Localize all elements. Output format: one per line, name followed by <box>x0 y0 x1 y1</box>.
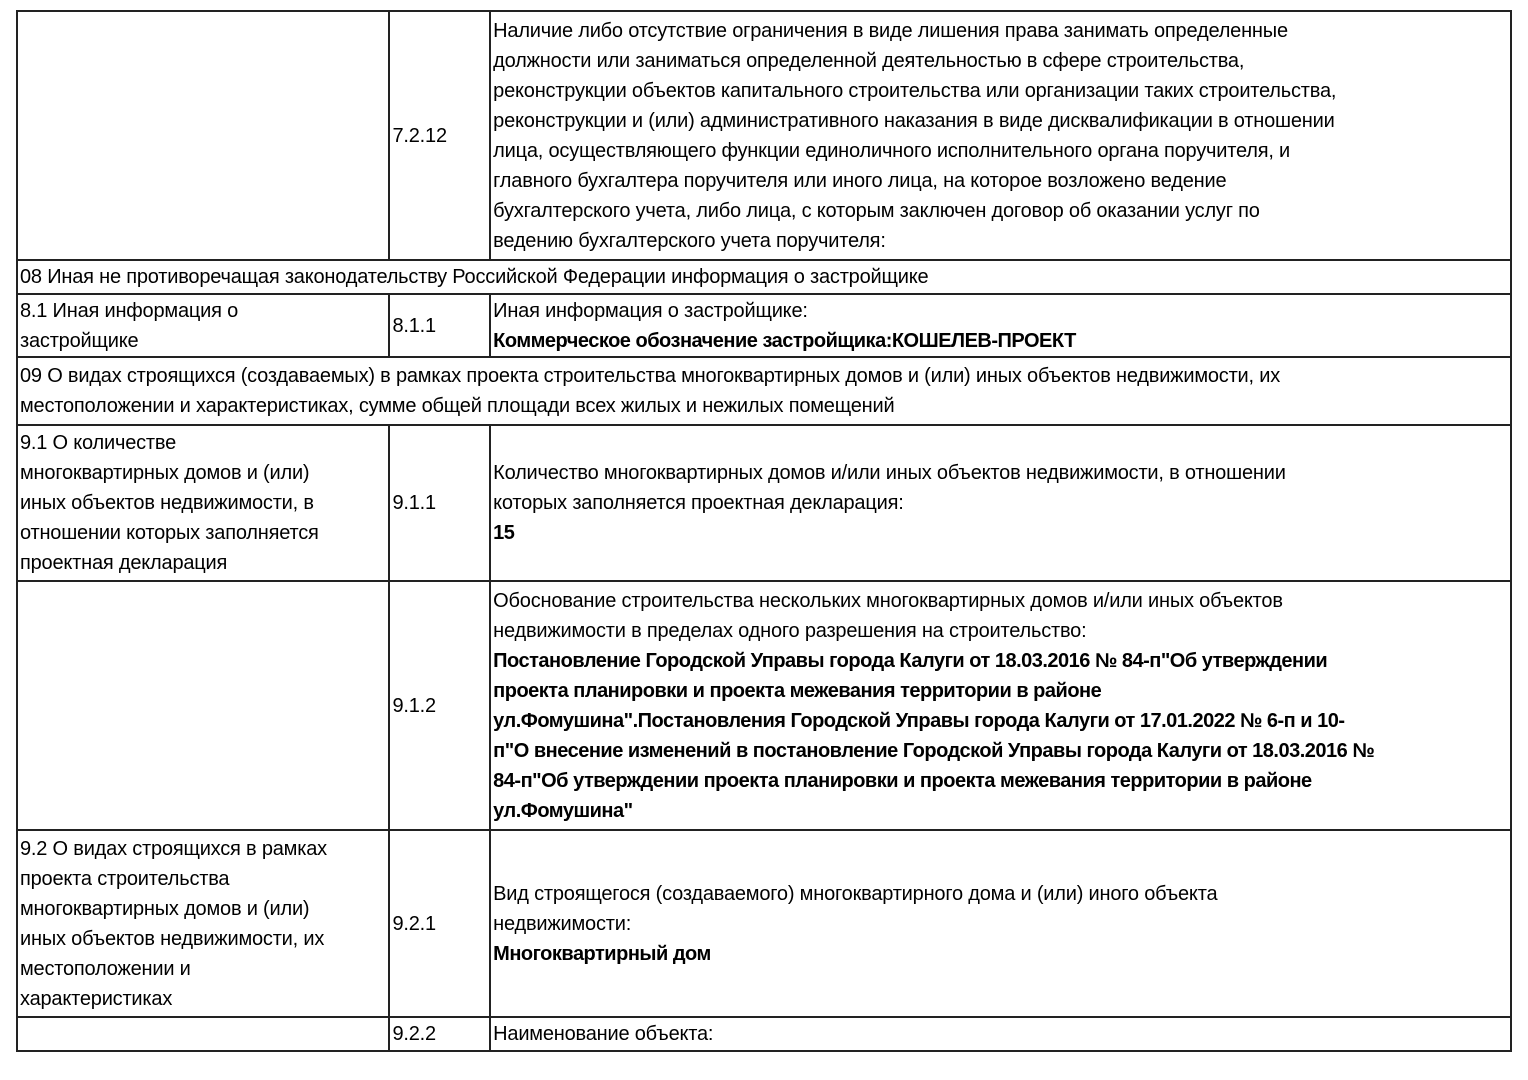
section-title-line: местоположении и характеристиках, сумме общей площади всех жилых и нежилых помещений <box>20 395 895 417</box>
item-value-line: Многоквартирный дом <box>493 942 711 965</box>
item-label-line: застройщике <box>20 329 139 352</box>
item-text-line: недвижимости в пределах одного разрешения на строительство: <box>493 619 1087 642</box>
item-value-line: Постановление Городской Управы города Калуги от 18.03.2016 № 84-п"Об утверждении <box>493 649 1328 672</box>
section-title <box>17 260 1511 294</box>
item-label-line: проектная декларация <box>20 552 228 574</box>
item-text-line: реконструкции и (или) административного наказания в виде дисквалификации в отношении <box>493 109 1335 132</box>
item-value-line: ул.Фомушина" <box>493 799 633 822</box>
item-value-line: проекта планировки и проекта межевания территории в районе <box>493 679 1102 702</box>
table-row <box>17 425 1511 581</box>
item-text-cell <box>490 581 1511 830</box>
item-text-line: ведению бухгалтерского учета поручителя: <box>493 229 886 252</box>
item-text-cell <box>490 425 1511 581</box>
item-code: 8.1.1 <box>389 294 490 357</box>
item-label-cell <box>17 425 389 581</box>
item-code: 9.1.2 <box>389 581 490 830</box>
section-row <box>17 260 1511 294</box>
item-code: 9.2.1 <box>389 830 490 1017</box>
table-row <box>17 1017 1511 1051</box>
item-text-line: которых заполняется проектная декларация: <box>493 492 904 514</box>
item-value-line: ул.Фомушина".Постановления Городской Управы города Калуги от 17.01.2022 № 6-п и 10- <box>493 709 1345 732</box>
item-label-cell <box>17 294 389 357</box>
declaration-table <box>16 10 1512 1052</box>
item-text-line: Иная информация о застройщике: <box>493 299 808 322</box>
item-code: 9.2.2 <box>389 1017 490 1051</box>
table-row <box>17 294 1511 357</box>
item-value-line: 84-п"Об утверждении проекта планировки и проекта межевания территории в районе <box>493 769 1312 792</box>
item-text-line: Наличие либо отсутствие ограничения в виде лишения права занимать определенные <box>493 19 1288 42</box>
item-text-line: лица, осуществляющего функции единоличного исполнительного органа поручителя, и <box>493 139 1291 162</box>
item-text-line: Наименование объекта: <box>493 1023 714 1045</box>
item-text-line: Обоснование строительства нескольких многоквартирных домов и/или иных объектов <box>493 589 1283 612</box>
table-row <box>17 11 1511 260</box>
item-text-line: бухгалтерского учета, либо лица, с которым заключен договор об оказании услуг по <box>493 199 1260 222</box>
item-label-line: 9.2 О видах строящихся в рамках <box>20 837 327 860</box>
item-label-cell <box>17 1017 389 1051</box>
item-text-line: главного бухгалтера поручителя или иного лица, на которое возложено ведение <box>493 169 1227 192</box>
item-label-line: многоквартирных домов и (или) <box>20 897 310 920</box>
item-value-line: Коммерческое обозначение застройщика:КОШЕЛЕВ-ПРОЕКТ <box>493 329 1076 352</box>
item-text-cell <box>490 294 1511 357</box>
section-title-line: 08 Иная не противоречащая законодательству Российской Федерации информация о застройщике <box>20 266 929 288</box>
table-body <box>17 11 1511 1051</box>
section-title <box>17 357 1511 425</box>
item-label-line: иных объектов недвижимости, в <box>20 492 314 514</box>
item-code: 7.2.12 <box>389 11 490 260</box>
item-label-cell <box>17 830 389 1017</box>
item-code: 9.1.1 <box>389 425 490 581</box>
item-label-line: характеристиках <box>20 987 173 1010</box>
section-title-line: 09 О видах строящихся (создаваемых) в рамках проекта строительства многоквартирных домов и (или) иных объектов недвижимости, их <box>20 365 1281 387</box>
item-text-cell <box>490 830 1511 1017</box>
item-text-line: Вид строящегося (создаваемого) многоквартирного дома и (или) иного объекта <box>493 882 1218 905</box>
section-row <box>17 357 1511 425</box>
item-label-line: 9.1 О количестве <box>20 432 176 454</box>
item-value-line: 15 <box>493 522 515 544</box>
item-text-cell <box>490 1017 1511 1051</box>
item-label-line: отношении которых заполняется <box>20 522 319 544</box>
item-label-line: проекта строительства <box>20 867 230 890</box>
item-text-line: Количество многоквартирных домов и/или иных объектов недвижимости, в отношении <box>493 462 1286 484</box>
item-label-cell <box>17 581 389 830</box>
item-label-line: 8.1 Иная информация о <box>20 299 239 322</box>
table-row <box>17 581 1511 830</box>
item-text-line: реконструкции объектов капитального строительства или организации таких строительства, <box>493 79 1337 102</box>
item-label-line: иных объектов недвижимости, их <box>20 927 325 950</box>
item-text-line: должности или заниматься определенной деятельностью в сфере строительства, <box>493 49 1245 72</box>
item-text-cell <box>490 11 1511 260</box>
item-value-line: п"О внесение изменений в постановление Городской Управы города Калуги от 18.03.2016 № <box>493 739 1375 762</box>
item-label-line: многоквартирных домов и (или) <box>20 462 310 484</box>
item-text-line: недвижимости: <box>493 912 632 935</box>
item-label-line: местоположении и <box>20 957 191 980</box>
table-row <box>17 830 1511 1017</box>
item-label-cell <box>17 11 389 260</box>
